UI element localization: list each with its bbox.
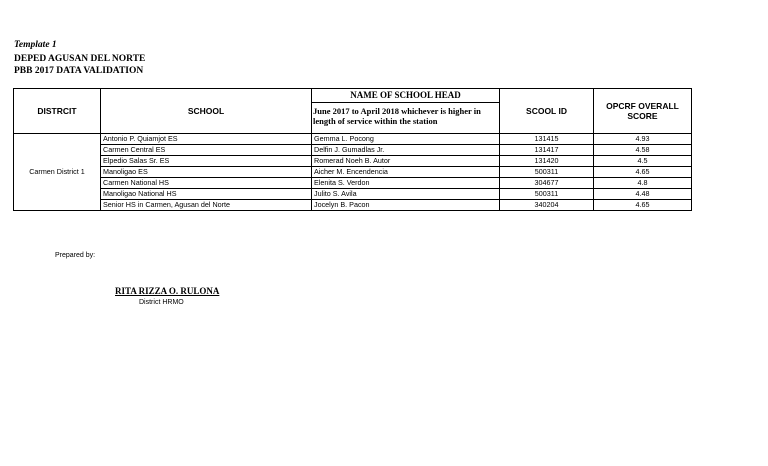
- column-header-school-id: SCOOL ID: [500, 89, 594, 134]
- column-header-district: DISTRCIT: [14, 89, 101, 134]
- template-label: Template 1: [14, 40, 57, 50]
- score-cell: 4.48: [594, 189, 692, 200]
- validation-table: [13, 88, 692, 211]
- column-header-score: OPCRF OVERALL SCORE: [594, 89, 692, 134]
- table-header-row: [14, 89, 692, 134]
- school-id-cell: 304677: [500, 178, 594, 189]
- table-row: [14, 189, 692, 200]
- school-head-subtitle: June 2017 to April 2018 whichever is higher in length of service within the station: [313, 106, 481, 126]
- school-cell: Elpedio Salas Sr. ES: [101, 156, 312, 167]
- score-cell: 4.5: [594, 156, 692, 167]
- school-head-cell: Romerad Noeh B. Autor: [312, 156, 500, 167]
- score-cell: 4.58: [594, 145, 692, 156]
- score-cell: 4.8: [594, 178, 692, 189]
- school-cell: Senior HS in Carmen, Agusan del Norte: [101, 200, 312, 211]
- school-head-cell: Delfin J. Gumadlas Jr.: [312, 145, 500, 156]
- table-row: [14, 178, 692, 189]
- signatory-name: RITA RIZZA O. RULONA: [115, 286, 220, 296]
- table-row: [14, 156, 692, 167]
- signatory-title: District HRMO: [139, 299, 184, 306]
- table-row: [14, 200, 692, 211]
- prepared-by-label: Prepared by:: [55, 252, 96, 259]
- table-row: [14, 134, 692, 145]
- school-head-cell: Aicher M. Encendencia: [312, 167, 500, 178]
- school-id-cell: 500311: [500, 189, 594, 200]
- table-row: [14, 145, 692, 156]
- table-row: [14, 167, 692, 178]
- score-cell: 4.65: [594, 200, 692, 211]
- school-id-cell: 131420: [500, 156, 594, 167]
- school-cell: Carmen National HS: [101, 178, 312, 189]
- school-cell: Antonio P. Quiamjot ES: [101, 134, 312, 145]
- column-header-school: SCHOOL: [101, 89, 312, 134]
- school-id-cell: 131417: [500, 145, 594, 156]
- office-title: DEPED AGUSAN DEL NORTE: [14, 54, 146, 64]
- score-cell: 4.93: [594, 134, 692, 145]
- school-id-cell: 340204: [500, 200, 594, 211]
- school-cell: Manoligao ES: [101, 167, 312, 178]
- column-header-school-head: [312, 89, 500, 134]
- school-head-cell: Julito S. Avila: [312, 189, 500, 200]
- school-head-cell: Gemma L. Pocong: [312, 134, 500, 145]
- document-title: PBB 2017 DATA VALIDATION: [14, 66, 144, 76]
- school-head-cell: Jocelyn B. Pacon: [312, 200, 500, 211]
- school-cell: Manoligao National HS: [101, 189, 312, 200]
- district-cell: Carmen District 1: [14, 134, 101, 211]
- school-head-cell: Elenita S. Verdon: [312, 178, 500, 189]
- school-id-cell: 500311: [500, 167, 594, 178]
- school-id-cell: 131415: [500, 134, 594, 145]
- school-cell: Carmen Central ES: [101, 145, 312, 156]
- school-head-title: NAME OF SCHOOL HEAD: [312, 89, 499, 103]
- score-cell: 4.65: [594, 167, 692, 178]
